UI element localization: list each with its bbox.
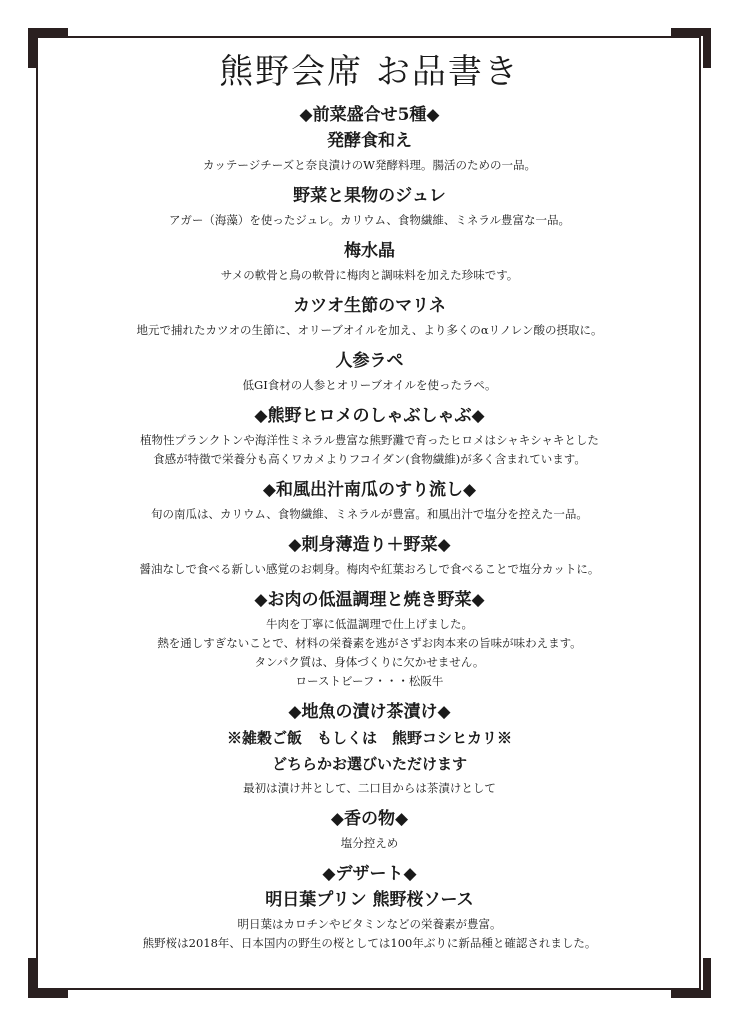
zensai-heading: ◆前菜盛合せ5種◆ <box>299 105 440 125</box>
shabu-heading: ◆熊野ヒロメのしゃぶしゃぶ◆ <box>254 406 485 426</box>
dessert-heading: ◆デザート◆ <box>322 864 417 884</box>
dish-description: アガー（海藻）を使ったジュレ。カリウム、食物繊維、ミネラル豊富な一品。 <box>168 213 571 227</box>
meat-description-line: ローストビーフ・・・松阪牛 <box>295 674 444 688</box>
dish-description: サメの軟骨と鳥の軟骨に梅肉と調味料を加えた珍味です。 <box>220 268 519 282</box>
dish-name: カツオ生節のマリネ <box>293 296 446 316</box>
menu-content <box>46 50 693 953</box>
shabu-description-line: 植物性プランクトンや海洋性ミネラル豊富な熊野灘で育ったヒロメはシャキシャキとした <box>140 433 599 447</box>
corner-ornament-bottom-left-v <box>28 958 36 998</box>
dish-description: カッテージチーズと奈良漬けのW発酵料理。腸活のための一品。 <box>203 158 536 172</box>
chazuke-description: 最初は漬け丼として、二口目からは茶漬けとして <box>243 781 496 795</box>
meat-description-line: タンパク質は、身体づくりに欠かせません。 <box>254 655 485 669</box>
dessert-description-line: 明日葉はカロチンやビタミンなどの栄養素が豊富。 <box>237 917 502 931</box>
sashimi-heading: ◆刺身薄造り＋野菜◆ <box>288 535 451 555</box>
dessert-description-line: 熊野桜は2018年、日本国内の野生の桜としては100年ぶりに新品種と確認されました。 <box>142 936 597 950</box>
dish-name: 人参ラペ <box>335 351 404 371</box>
sashimi-description: 醤油なしで食べる新しい感覚のお刺身。梅肉や紅葉おろしで食べることで塩分カットに。 <box>139 562 600 576</box>
meat-heading: ◆お肉の低温調理と焼き野菜◆ <box>254 590 485 610</box>
corner-ornament-top-left-v <box>28 28 36 68</box>
dish-name: 発酵食和え <box>327 131 412 151</box>
dish-name: 野菜と果物のジュレ <box>293 186 446 206</box>
meat-description-line: 牛肉を丁寧に低温調理で仕上げました。 <box>266 617 473 631</box>
dish-description: 低GI食材の人参とオリーブオイルを使ったラペ。 <box>242 378 497 392</box>
shabu-description-line: 食感が特徴で栄養分も高くワカメよりフコイダン(食物繊維)が多く含まれています。 <box>153 452 586 466</box>
chazuke-choice-line: どちらかお選びいただけます <box>271 755 467 773</box>
konomono-heading: ◆香の物◆ <box>330 809 409 829</box>
dish-description: 地元で捕れたカツオの生節に、オリーブオイルを加え、より多くのαリノレン酸の摂取に。 <box>136 323 603 337</box>
chazuke-heading: ◆地魚の漬け茶漬け◆ <box>288 702 451 722</box>
kabocha-description: 旬の南瓜は、カリウム、食物繊維、ミネラルが豊富。和風出汁で塩分を控えた一品。 <box>151 507 588 521</box>
chazuke-choice-line: ※雑穀ご飯 もしくは 熊野コシヒカリ※ <box>226 729 512 747</box>
meat-description-line: 熱を通しすぎないことで、材料の栄養素を逃がさずお肉本来の旨味が味わえます。 <box>157 636 582 650</box>
konomono-description: 塩分控えめ <box>340 836 399 850</box>
menu-title: 熊野会席 お品書き <box>219 52 520 92</box>
kabocha-heading: ◆和風出汁南瓜のすり流し◆ <box>262 480 477 500</box>
dessert-name: 明日葉プリン 熊野桜ソース <box>265 890 474 910</box>
corner-ornament-bottom-right-v <box>703 958 711 998</box>
corner-ornament-top-right-v <box>703 28 711 68</box>
dish-name: 梅水晶 <box>344 241 395 261</box>
